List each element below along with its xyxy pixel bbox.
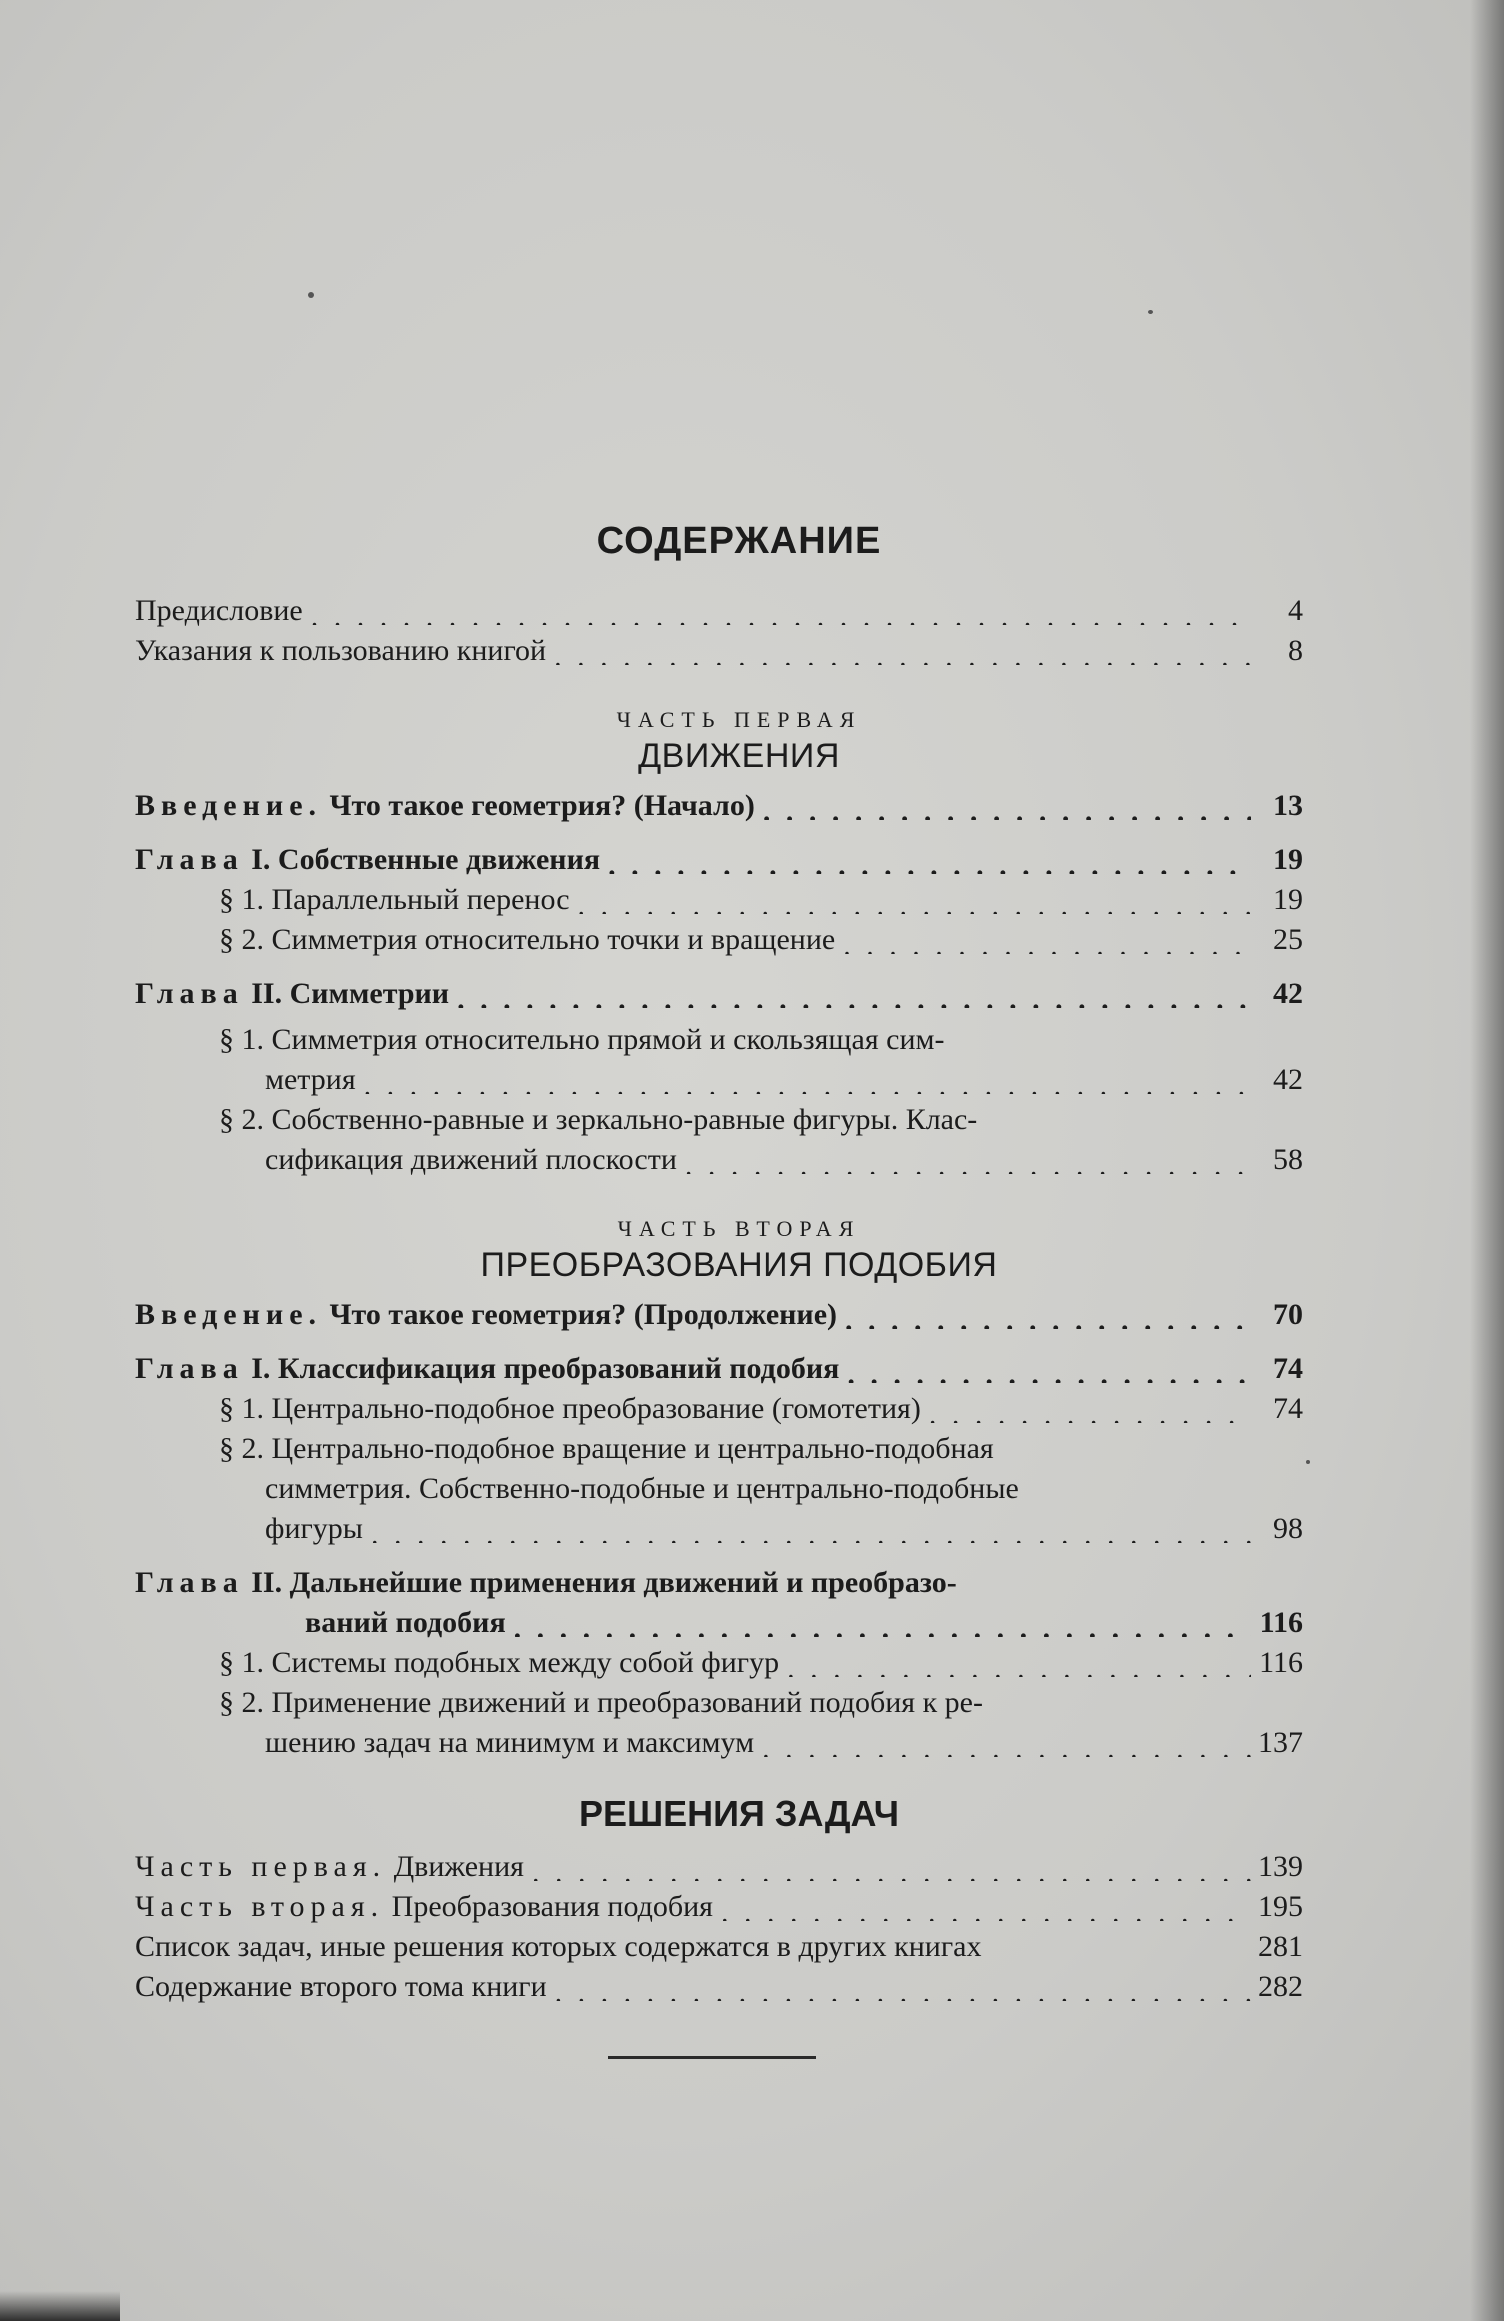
toc-entry-part1-ch1-sec2[interactable] xyxy=(135,920,1303,960)
closing-rule xyxy=(608,2056,816,2059)
toc-title: СОДЕРЖАНИЕ xyxy=(596,520,882,562)
entry-label: Преобразования подобия xyxy=(391,1890,713,1923)
page-number: 58 xyxy=(1273,1143,1303,1176)
toc-entry-solutions-part2[interactable] xyxy=(135,1887,1303,1927)
toc-entry-part2-chapter1[interactable] xyxy=(135,1349,1303,1389)
entry-prefix: Глава xyxy=(135,1352,244,1385)
leader-dots xyxy=(787,1657,1251,1677)
entry-label-line: § 2. Собственно-равные и зеркально-равные фигуры. Клас- xyxy=(219,1103,978,1136)
leader-dots xyxy=(514,1617,1251,1637)
entry-label-line: § 2. Применение движений и преобразований подобия к ре- xyxy=(219,1686,983,1719)
leader-dots xyxy=(364,1074,1251,1094)
entry-label: § 1. Системы подобных между собой фигур xyxy=(219,1646,780,1679)
toc-entry-part2-intro[interactable] xyxy=(135,1295,1303,1335)
entry-label-line: II. Дальнейшие применения движений и преобразо- xyxy=(251,1566,957,1599)
page-number: 74 xyxy=(1273,1352,1303,1385)
page-number: 281 xyxy=(1258,1930,1303,1963)
page-number: 195 xyxy=(1258,1890,1303,1923)
part-two-label: ЧАСТЬ ВТОРАЯ xyxy=(617,1216,861,1241)
solutions-title: РЕШЕНИЯ ЗАДАЧ xyxy=(578,1793,900,1834)
page-number: 98 xyxy=(1273,1512,1303,1545)
leader-dots xyxy=(578,894,1251,914)
toc-entry-part2-ch2-sec1[interactable] xyxy=(135,1643,1303,1683)
speck xyxy=(1306,1460,1310,1464)
leader-dots xyxy=(555,1981,1251,2001)
page-number: 70 xyxy=(1273,1298,1303,1331)
entry-label: § 1. Параллельный перенос xyxy=(219,883,570,916)
page-number: 13 xyxy=(1273,789,1303,822)
leader-dots xyxy=(554,645,1251,665)
entry-label-line: метрия xyxy=(265,1063,356,1096)
toc-entry-other-solutions[interactable] xyxy=(135,1927,1303,1967)
page-number: 116 xyxy=(1259,1606,1303,1639)
page-number: 42 xyxy=(1273,1063,1303,1096)
page-number: 19 xyxy=(1273,843,1303,876)
entry-prefix: Глава xyxy=(135,1566,244,1599)
toc-entry-part2-ch1-sec2[interactable] xyxy=(135,1429,1303,1549)
page-number: 25 xyxy=(1273,923,1303,956)
toc-entry-volume2-contents[interactable] xyxy=(135,1967,1303,2007)
leader-dots xyxy=(371,1523,1251,1543)
page-number: 42 xyxy=(1273,977,1303,1010)
part-one-title: ДВИЖЕНИЯ xyxy=(638,737,840,775)
page-number: 137 xyxy=(1258,1726,1303,1759)
toc-entry-part1-chapter2[interactable] xyxy=(135,974,1303,1014)
entry-label: I. Собственные движения xyxy=(251,843,601,876)
leader-dots xyxy=(532,1861,1251,1881)
leader-dots xyxy=(608,854,1251,874)
toc-entry-usage-notes[interactable] xyxy=(135,631,1303,671)
entry-prefix: Часть первая. xyxy=(135,1850,387,1883)
entry-label: § 1. Центрально-подобное преобразование (гомотетия) xyxy=(219,1392,921,1425)
entry-label: II. Симметрии xyxy=(251,977,450,1010)
toc-entry-part1-ch2-sec1[interactable] xyxy=(135,1020,1303,1100)
entry-prefix: Глава xyxy=(135,977,244,1010)
entry-label: Указания к пользованию книгой xyxy=(135,634,547,667)
leader-dots xyxy=(763,800,1251,820)
page-number: 8 xyxy=(1288,634,1303,667)
entry-label: Содержание второго тома книги xyxy=(135,1970,547,2003)
entry-prefix: Часть вторая. xyxy=(135,1890,385,1923)
toc-entry-part2-ch1-sec1[interactable] xyxy=(135,1389,1303,1429)
entry-label: Что такое геометрия? (Продолжение) xyxy=(329,1298,838,1331)
page-number: 116 xyxy=(1259,1646,1303,1679)
entry-label-line: § 2. Центрально-подобное вращение и центрально-подобная xyxy=(219,1432,994,1465)
page-number: 139 xyxy=(1258,1850,1303,1883)
toc-entry-part1-ch1-sec1[interactable] xyxy=(135,880,1303,920)
speck xyxy=(308,292,314,298)
toc-entry-part2-ch2-sec2[interactable] xyxy=(135,1683,1303,1763)
page-number: 74 xyxy=(1273,1392,1303,1425)
entry-label-line: шению задач на минимум и максимум xyxy=(265,1726,755,1759)
entry-prefix: Введение. xyxy=(135,789,323,822)
toc-entry-part1-ch2-sec2[interactable] xyxy=(135,1100,1303,1180)
leader-dots xyxy=(311,605,1251,625)
entry-label: Что такое геометрия? (Начало) xyxy=(329,789,755,822)
speck xyxy=(1148,310,1153,314)
part-two-title: ПРЕОБРАЗОВАНИЯ ПОДОБИЯ xyxy=(480,1246,998,1284)
page-number: 4 xyxy=(1288,594,1303,627)
entry-label: § 2. Симметрия относительно точки и вращение xyxy=(219,923,836,956)
leader-dots xyxy=(843,934,1251,954)
entry-label: I. Классификация преобразований подобия xyxy=(251,1352,840,1385)
toc-entry-part1-chapter1[interactable] xyxy=(135,840,1303,880)
toc-entry-preface[interactable] xyxy=(135,591,1303,631)
page-number: 19 xyxy=(1273,883,1303,916)
entry-label: Движения xyxy=(393,1850,524,1883)
leader-dots xyxy=(685,1154,1251,1174)
table-of-contents xyxy=(135,520,1303,2007)
entry-prefix: Введение. xyxy=(135,1298,323,1331)
entry-label-line: ваний подобия xyxy=(305,1606,506,1639)
entry-label: Предисловие xyxy=(135,594,303,627)
entry-label-line: сификация движений плоскости xyxy=(265,1143,677,1176)
entry-label-line: симметрия. Собственно-подобные и центрально-подобные xyxy=(265,1472,1019,1505)
leader-dots xyxy=(457,988,1251,1008)
page-number: 282 xyxy=(1258,1970,1303,2003)
leader-dots xyxy=(845,1309,1251,1329)
leader-dots xyxy=(929,1403,1251,1423)
entry-label-line: фигуры xyxy=(265,1512,363,1545)
leader-dots xyxy=(721,1901,1251,1921)
leader-dots xyxy=(847,1363,1251,1383)
entry-prefix: Глава xyxy=(135,843,244,876)
page-edge-shadow xyxy=(1470,0,1504,2321)
page-corner-shadow xyxy=(0,2291,120,2321)
toc-entry-part1-intro[interactable] xyxy=(135,786,1303,826)
leader-dots xyxy=(762,1737,1251,1757)
entry-label-line: § 1. Симметрия относительно прямой и скользящая сим- xyxy=(219,1023,945,1056)
toc-entry-part2-chapter2[interactable] xyxy=(135,1563,1303,1643)
toc-entry-solutions-part1[interactable] xyxy=(135,1847,1303,1887)
entry-label: Список задач, иные решения которых содержатся в других книгах xyxy=(135,1930,982,1963)
part-one-label: ЧАСТЬ ПЕРВАЯ xyxy=(616,707,862,732)
